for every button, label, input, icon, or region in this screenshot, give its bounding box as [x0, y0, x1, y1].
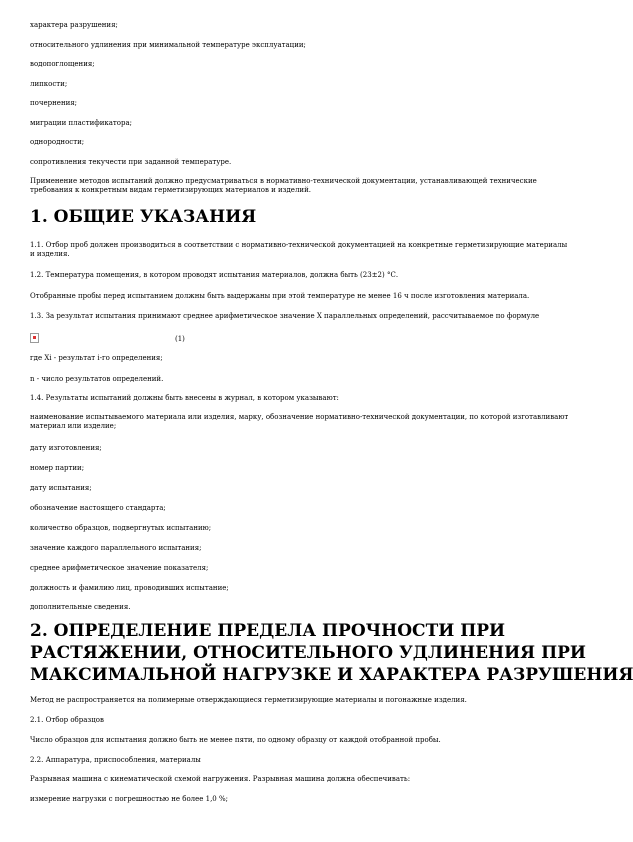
formula-where-n: n - число результатов определений.	[30, 375, 164, 383]
paragraph-2-1-text: Число образцов для испытания должно быть не менее пяти, по одному образцу от каждой отобранной пробы.	[30, 736, 441, 744]
paragraph-2-1: 2.1. Отбор образцов	[30, 716, 104, 724]
list-item: среднее арифметическое значение показателя;	[30, 564, 209, 572]
section-2-heading-line-2: РАСТЯЖЕНИИ, ОТНОСИТЕЛЬНОГО УДЛИНЕНИЯ ПРИ	[30, 643, 586, 663]
section-2-heading-line-3: МАКСИМАЛЬНОЙ НАГРУЗКЕ И ХАРАКТЕРА РАЗРУШЕНИЯ	[30, 665, 633, 685]
list-item: водопоглощения;	[30, 60, 95, 68]
section-1-heading: 1. ОБЩИЕ УКАЗАНИЯ	[30, 207, 257, 227]
list-item: значение каждого параллельного испытания;	[30, 544, 202, 552]
section-2-heading-line-1: 2. ОПРЕДЕЛЕНИЕ ПРЕДЕЛА ПРОЧНОСТИ ПРИ	[30, 621, 506, 641]
paragraph-1-2-note: Отобранные пробы перед испытанием должны быть выдержаны при этой температуре не менее 16 ч после изготовления материала.	[30, 292, 530, 300]
list-item: измерение нагрузки с погрешностью не более 1,0 %;	[30, 795, 228, 803]
formula-number: (1)	[175, 335, 185, 343]
list-item: сопротивления текучести при заданной температуре.	[30, 158, 232, 166]
list-item: относительного удлинения при минимальной температуре эксплуатации;	[30, 41, 306, 49]
paragraph-1-1: 1.1. Отбор проб должен производиться в соответствии с нормативно-технической документацией на конкретные герметизирующие материалы и изделия.	[30, 241, 568, 258]
intro-paragraph: Применение методов испытаний должно предусматриваться в нормативно-технической документации, устанавливающей технические требования к конкретным видам герметизирующих материалов и изделий.	[30, 177, 537, 194]
paragraph-2-2-text: Разрывная машина с кинематической схемой нагружения. Разрывная машина должна обеспечивать:	[30, 775, 411, 783]
list-item: однородности;	[30, 138, 85, 146]
list-item: номер партии;	[30, 464, 85, 472]
list-item: липкости;	[30, 80, 68, 88]
list-item: дополнительные сведения.	[30, 603, 131, 611]
list-item: характера разрушения;	[30, 21, 118, 29]
paragraph-2-intro: Метод не распространяется на полимерные отверждающиеся герметизирующие материалы и погонажные изделия.	[30, 696, 467, 704]
paragraph-1-3: 1.3. За результат испытания принимают среднее арифметическое значение X параллельных определений, рассчитываемое по формуле	[30, 312, 540, 320]
list-item: дату испытания;	[30, 484, 92, 492]
list-item: наименование испытываемого материала или изделия, марку, обозначение нормативно-технической документации, по которой изготавливают материал или изделие;	[30, 413, 569, 430]
formula-where-xi: где Xi - результат i-го определения;	[30, 354, 163, 362]
list-item: миграции пластификатора;	[30, 119, 133, 127]
paragraph-2-2: 2.2. Аппаратура, приспособления, материалы	[30, 756, 201, 764]
list-item: почернения;	[30, 99, 78, 107]
list-item: дату изготовления;	[30, 444, 102, 452]
paragraph-1-2: 1.2. Температура помещения, в котором проводят испытания материалов, должна быть (23±2) °С.	[30, 271, 399, 279]
broken-image-icon	[30, 333, 39, 343]
list-item: количество образцов, подвергнутых испытанию;	[30, 524, 212, 532]
formula-row	[30, 333, 570, 347]
list-item: должность и фамилию лиц, проводивших испытание;	[30, 584, 229, 592]
list-item: обозначение настоящего стандарта;	[30, 504, 166, 512]
paragraph-1-4: 1.4. Результаты испытаний должны быть внесены в журнал, в котором указывают:	[30, 394, 339, 402]
